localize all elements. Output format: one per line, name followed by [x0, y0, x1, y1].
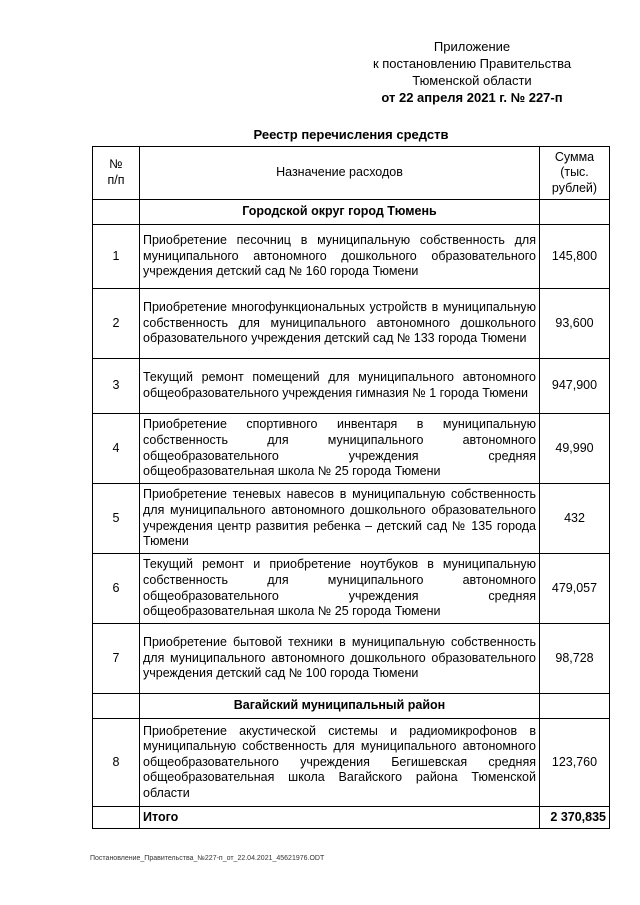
total-sum: 2 370,835: [540, 807, 610, 829]
total-label: Итого: [140, 807, 540, 829]
appendix-label: Приложение: [433, 39, 511, 54]
appendix-header: [352, 38, 592, 106]
row-number: 2: [93, 289, 140, 359]
document-footer: Постановление_Правительства_№227-п_от_22.04.2021_45621976.ODT: [90, 855, 325, 862]
column-header-sum: Сумма (тыс. рублей): [540, 147, 610, 200]
expense-purpose: Приобретение теневых навесов в муниципальную собственность для муниципального автономного дошкольного образовательного учреждения центр развития ребенка – детский сад № 135 города Тюмени: [140, 484, 540, 554]
expense-sum: 49,990: [540, 414, 610, 484]
expense-sum: 123,760: [540, 719, 610, 807]
section-name: Вагайский муниципальный район: [140, 694, 540, 719]
column-header-purpose: Назначение расходов: [140, 147, 540, 200]
row-number: 7: [93, 624, 140, 694]
expense-purpose: Приобретение бытовой техники в муниципальную собственность для муниципального автономного дошкольного образовательного учреждения детский сад № 100 города Тюмени: [140, 624, 540, 694]
table-row: [93, 484, 610, 554]
resolution-date-number: от 22 апреля 2021 г. № 227-п: [381, 90, 563, 105]
table-row: [93, 624, 610, 694]
register-table: [92, 146, 610, 829]
expense-sum: 98,728: [540, 624, 610, 694]
expense-sum: 93,600: [540, 289, 610, 359]
row-number: 6: [93, 554, 140, 624]
table-row: [93, 719, 610, 807]
expense-purpose: Приобретение многофункциональных устройств в муниципальную собственность для муниципального автономного дошкольного образовательного учреждения детский сад № 133 города Тюмени: [140, 289, 540, 359]
table-body: [93, 200, 610, 829]
row-number: 8: [93, 719, 140, 807]
table-row: [93, 554, 610, 624]
expense-purpose: Текущий ремонт помещений для муниципального автономного общеобразовательного учреждения гимназия № 1 города Тюмени: [140, 359, 540, 414]
expense-purpose: Приобретение акустической системы и радиомикрофонов в муниципальную собственность для муниципального автономного общеобразовательного учреждения Бегишевская средняя общеобразовательная школа Вагайского района Тюменской области: [140, 719, 540, 807]
table-row: [93, 225, 610, 289]
region-name: Тюменской области: [412, 73, 532, 88]
table-row: [93, 289, 610, 359]
table-row: [93, 359, 610, 414]
total-row: [93, 807, 610, 829]
expense-purpose: Приобретение спортивного инвентаря в муниципальную собственность для муниципального автономного общеобразовательного учреждения средняя общеобразовательная школа № 25 города Тюмени: [140, 414, 540, 484]
expense-purpose: Приобретение песочниц в муниципальную собственность для муниципального автономного дошкольного образовательного учреждения детский сад № 160 города Тюмени: [140, 225, 540, 289]
expense-sum: 145,800: [540, 225, 610, 289]
section-row: [93, 200, 610, 225]
row-number: 4: [93, 414, 140, 484]
expense-sum: 947,900: [540, 359, 610, 414]
column-header-number: № п/п: [93, 147, 140, 200]
register-title: Реестр перечисления средств: [253, 127, 449, 142]
expense-sum: 432: [540, 484, 610, 554]
section-name: Городской округ город Тюмень: [140, 200, 540, 225]
row-number: 5: [93, 484, 140, 554]
section-row: [93, 694, 610, 719]
row-number: 3: [93, 359, 140, 414]
section-empty-cell: [540, 694, 610, 719]
resolution-reference: к постановлению Правительства: [372, 56, 572, 71]
table-header-row: [93, 147, 610, 200]
section-empty-cell: [540, 200, 610, 225]
row-number: 1: [93, 225, 140, 289]
expense-purpose: Текущий ремонт и приобретение ноутбуков в муниципальную собственность для муниципального автономного общеобразовательного учреждения средняя общеобразовательная школа № 25 города Тюмени: [140, 554, 540, 624]
section-empty-cell: [93, 200, 140, 225]
section-empty-cell: [93, 694, 140, 719]
expense-sum: 479,057: [540, 554, 610, 624]
table-row: [93, 414, 610, 484]
total-empty-cell: [93, 807, 140, 829]
